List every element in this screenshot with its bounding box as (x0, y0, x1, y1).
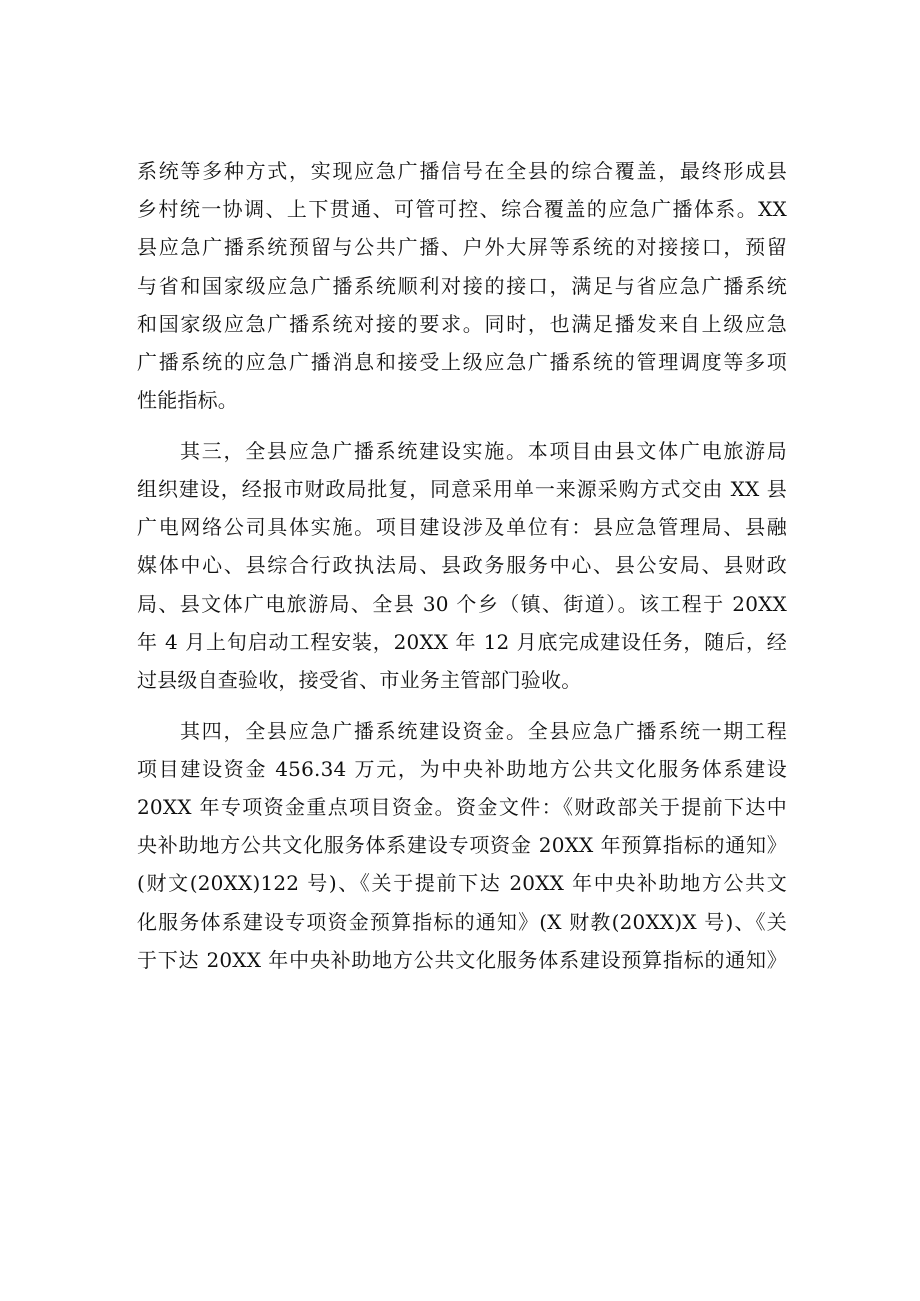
paragraph-line: 性能指标。 (137, 388, 238, 413)
paragraph-line: 其三，全县应急广播系统建设实施。本项目由县文体广电旅游局 (180, 438, 787, 463)
paragraph-line: 过县级自查验收，接受省、市业务主管部门验收。 (137, 667, 582, 692)
paragraph-line: 20XX 年专项资金重点项目资金。资金文件：《财政部关于提前下达中 (137, 795, 787, 819)
paragraph-line: 媒体中心、县综合行政执法局、县政务服务中心、县公安局、县财政 (137, 553, 787, 578)
paragraph-1 (137, 152, 787, 419)
paragraph-line: 化服务体系建设专项资金预算指标的通知》(X 财教(20XX)X 号)、《关 (137, 909, 787, 934)
paragraph-line: 乡村统一协调、上下贯通、可管可控、综合覆盖的应急广播体系。XX (137, 197, 787, 222)
paragraph-line: 局、县文体广电旅游局、全县 30 个乡（镇、街道）。该工程于 20XX (137, 591, 787, 616)
document-body (137, 152, 787, 979)
paragraph-line: 于下达 20XX 年中央补助地方公共文化服务体系建设预算指标的通知》 (137, 947, 787, 972)
paragraph-line: 县应急广播系统预留与公共广播、户外大屏等系统的对接接口，预留 (137, 235, 787, 260)
paragraph-2 (137, 432, 787, 699)
paragraph-line: 广电网络公司具体实施。项目建设涉及单位有：县应急管理局、县融 (137, 515, 787, 540)
paragraph-line: 系统等多种方式，实现应急广播信号在全县的综合覆盖，最终形成县 (137, 159, 787, 183)
paragraph-line: 项目建设资金 456.34 万元，为中央补助地方公共文化服务体系建设 (137, 756, 787, 781)
paragraph-3 (137, 712, 787, 979)
paragraph-line: 央补助地方公共文化服务体系建设专项资金 20XX 年预算指标的通知》 (137, 833, 787, 858)
paragraph-line: 组织建设，经报市财政局批复，同意采用单一来源采购方式交由 XX 县 (137, 477, 787, 501)
paragraph-line: 其四，全县应急广播系统建设资金。全县应急广播系统一期工程 (180, 718, 787, 743)
paragraph-line: (财文(20XX)122 号)、《关于提前下达 20XX 年中央补助地方公共文 (137, 871, 787, 896)
paragraph-line: 和国家级应急广播系统对接的要求。同时，也满足播发来自上级应急 (137, 311, 787, 336)
paragraph-spacing (137, 699, 787, 712)
paragraph-line: 广播系统的应急广播消息和接受上级应急广播系统的管理调度等多项 (137, 349, 787, 374)
paragraph-line: 与省和国家级应急广播系统顺利对接的接口，满足与省应急广播系统 (137, 273, 787, 298)
paragraph-line: 年 4 月上旬启动工程安装，20XX 年 12 月底完成建设任务，随后，经 (137, 629, 787, 654)
paragraph-spacing (137, 419, 787, 432)
